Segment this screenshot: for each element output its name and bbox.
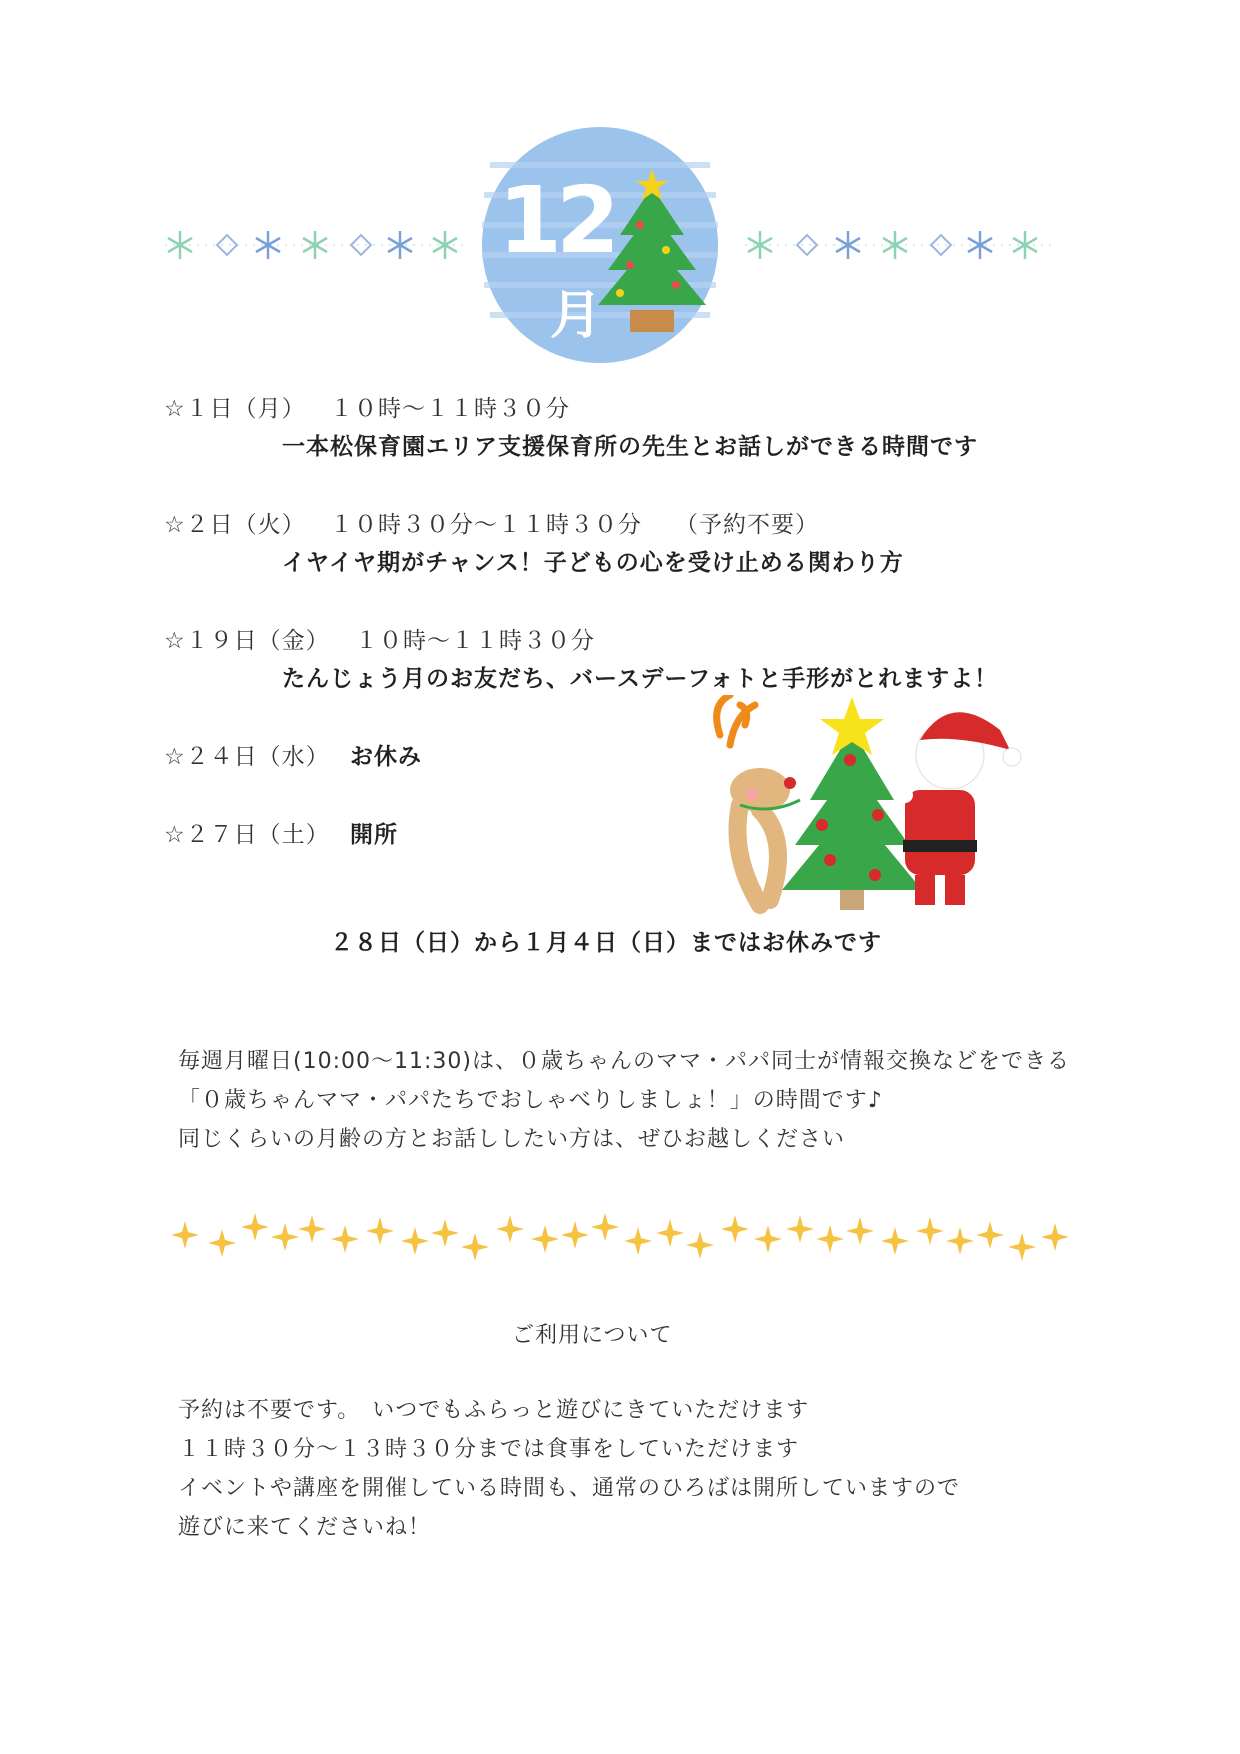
- weekly-info-line: 毎週月曜日(10:00～11:30)は、０歳ちゃんのママ・パパ同士が情報交換などをできる: [178, 1049, 1070, 1074]
- schedule-date: ☆１日（月）: [164, 396, 306, 422]
- schedule-description: イヤイヤ期がチャンス！子どもの心を受け止める関わり方: [282, 550, 904, 576]
- snowflake-icon: [168, 231, 192, 259]
- snowflake-icon: [351, 235, 371, 255]
- schedule-note: （予約不要）: [675, 512, 819, 538]
- snowflake-icon: [303, 231, 327, 259]
- holiday-notice: ２８日（日）から１月４日（日）まではお休みです: [330, 930, 882, 956]
- usage-heading: ご利用について: [512, 1323, 673, 1348]
- weekly-info-line: 「０歳ちゃんママ・パパたちでおしゃべりしましょ！」の時間です♪: [178, 1088, 883, 1113]
- snowflake-icon: [836, 231, 860, 259]
- schedule-time: １０時３０分～１１時３０分: [330, 512, 642, 538]
- sparkle-divider: [160, 1195, 1070, 1275]
- schedule-description: 一本松保育園エリア支援保育所の先生とお話しができる時間です: [282, 434, 978, 460]
- snowflake-garland-right: [740, 215, 1060, 275]
- usage-line: 予約は不要です。 いつでもふらっと遊びにきていただけます: [178, 1398, 810, 1423]
- schedule-description: お休み: [350, 744, 422, 770]
- schedule-description: たんじょう月のお友だち、バースデーフォトと手形がとれますよ！: [282, 666, 999, 692]
- schedule-date: ☆２７日（土）: [164, 822, 330, 848]
- schedule-time: １０時～１１時３０分: [355, 628, 595, 654]
- snowflake-icon: [388, 231, 412, 259]
- schedule-date: ☆２日（火）: [164, 512, 306, 538]
- santa-reindeer-illustration: [700, 695, 1030, 920]
- sparkle-icon: [171, 1213, 1069, 1261]
- snowflake-icon: [797, 235, 817, 255]
- usage-line: 遊びに来てくださいね！: [178, 1515, 432, 1540]
- snowflake-icon: [883, 231, 907, 259]
- month-badge: [480, 125, 720, 365]
- usage-line: イベントや講座を開催している時間も、通常のひろばは開所していますので: [178, 1476, 961, 1501]
- usage-line: １１時３０分～１３時３０分までは食事をしていただけます: [178, 1437, 800, 1462]
- snowflake-icon: [217, 235, 237, 255]
- snowflake-icon: [256, 231, 280, 259]
- snowflake-icon: [931, 235, 951, 255]
- header-banner: [160, 115, 1060, 365]
- schedule-description: 開所: [350, 822, 398, 848]
- snowflake-icon: [968, 231, 992, 259]
- snowflake-icon: [748, 231, 772, 259]
- month-number: 12: [498, 167, 615, 274]
- month-kanji: 月: [550, 286, 603, 346]
- schedule-date: ☆２４日（水）: [164, 744, 330, 770]
- schedule-time: １０時～１１時３０分: [330, 396, 570, 422]
- weekly-info-line: 同じくらいの月齢の方とお話ししたい方は、ぜひお越しください: [178, 1127, 846, 1152]
- schedule-date: ☆１９日（金）: [164, 628, 330, 654]
- snowflake-garland-left: [160, 215, 470, 275]
